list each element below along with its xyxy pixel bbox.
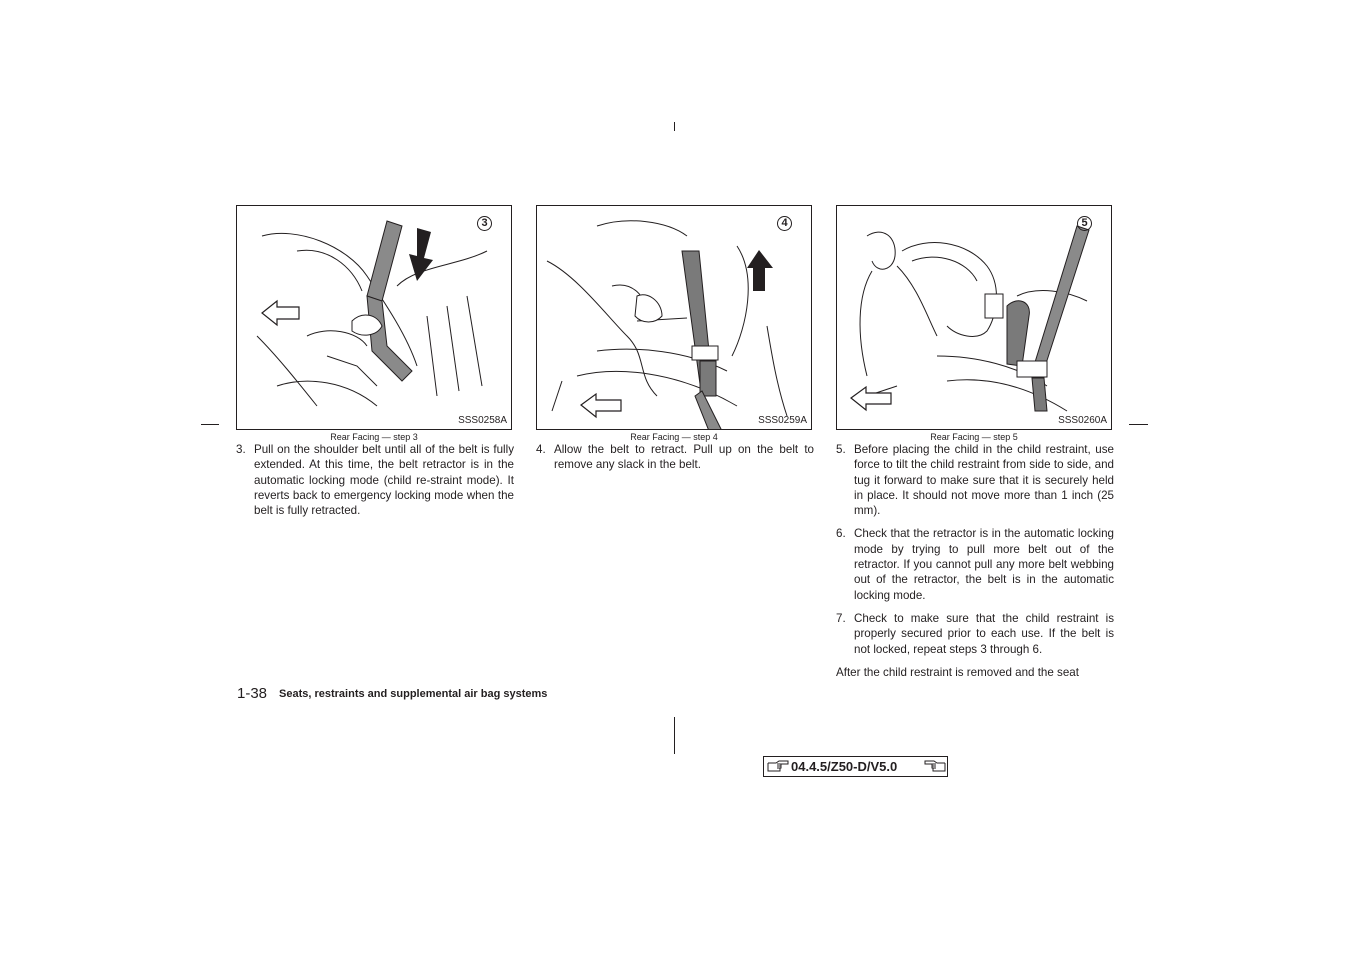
step-number: 4.	[536, 443, 546, 456]
step-3	[236, 442, 514, 518]
step-number: 7.	[836, 611, 846, 625]
step-text: Pull on the shoulder belt until all of the belt is fully extended. At this time, the belt retractor is in the automatic locking mode (child re-straint mode). It reverts back to emergency locking mode when the belt is fully retracted.	[254, 443, 514, 518]
section-title: Seats, restraints and supplemental air bag systems	[279, 688, 548, 700]
pointing-hand-right-icon	[767, 760, 789, 773]
figure-step-3	[236, 205, 512, 430]
figure-step-5	[836, 205, 1112, 430]
step-4	[536, 442, 814, 473]
document-code: 04.4.5/Z50-D/V5.0	[791, 759, 898, 774]
step-text: Check to make sure that the child restraint is properly secured prior to each use. If the belt is not locked, repeat steps 3 through 6.	[854, 611, 1114, 656]
column-right	[836, 442, 1114, 680]
step-6	[836, 526, 1114, 602]
figure-number-badge: 5	[1077, 216, 1092, 231]
figure-code: SSS0258A	[458, 415, 507, 426]
step-text: Allow the belt to retract. Pull up on the belt to remove any slack in the belt.	[554, 443, 814, 472]
crop-mark-left	[201, 424, 219, 425]
step-text: Check that the retractor is in the automatic locking mode by trying to pull more belt out of the retractor. If you cannot pull any more belt webbing out of the retractor, the belt is in the automatic locking mode.	[854, 527, 1114, 602]
figure-caption: Rear Facing — step 5	[930, 432, 1018, 442]
column-middle	[536, 442, 814, 481]
document-code-box	[763, 756, 948, 777]
figure-step-3-illustration	[237, 206, 512, 430]
figure-number-badge: 3	[477, 216, 492, 231]
crop-mark-bottom	[674, 717, 675, 754]
figure-caption: Rear Facing — step 3	[330, 432, 418, 442]
crop-mark-right	[1129, 424, 1148, 425]
figure-step-4	[536, 205, 812, 430]
step-7	[836, 611, 1114, 657]
figure-step-4-illustration	[537, 206, 812, 430]
crop-mark-top	[674, 122, 675, 131]
column-left	[236, 442, 514, 526]
step-5	[836, 442, 1114, 518]
step-number: 3.	[236, 443, 246, 456]
figure-code: SSS0260A	[1058, 415, 1107, 426]
step-text: Before placing the child in the child restraint, use force to tilt the child restraint from side to side, and tug it forward to make sure that it is securely held in place. It should not move more than 1 inch (25 mm).	[854, 443, 1114, 518]
page-number: 1-38	[237, 685, 268, 702]
step-number: 5.	[836, 443, 846, 456]
pointing-hand-left-icon	[924, 760, 946, 773]
step-number: 6.	[836, 527, 846, 541]
figure-number-badge: 4	[777, 216, 792, 231]
figure-caption: Rear Facing — step 4	[630, 432, 718, 442]
figure-code: SSS0259A	[758, 415, 807, 426]
figure-step-5-illustration	[837, 206, 1112, 430]
closing-paragraph: After the child restraint is removed and the seat	[836, 665, 1079, 679]
